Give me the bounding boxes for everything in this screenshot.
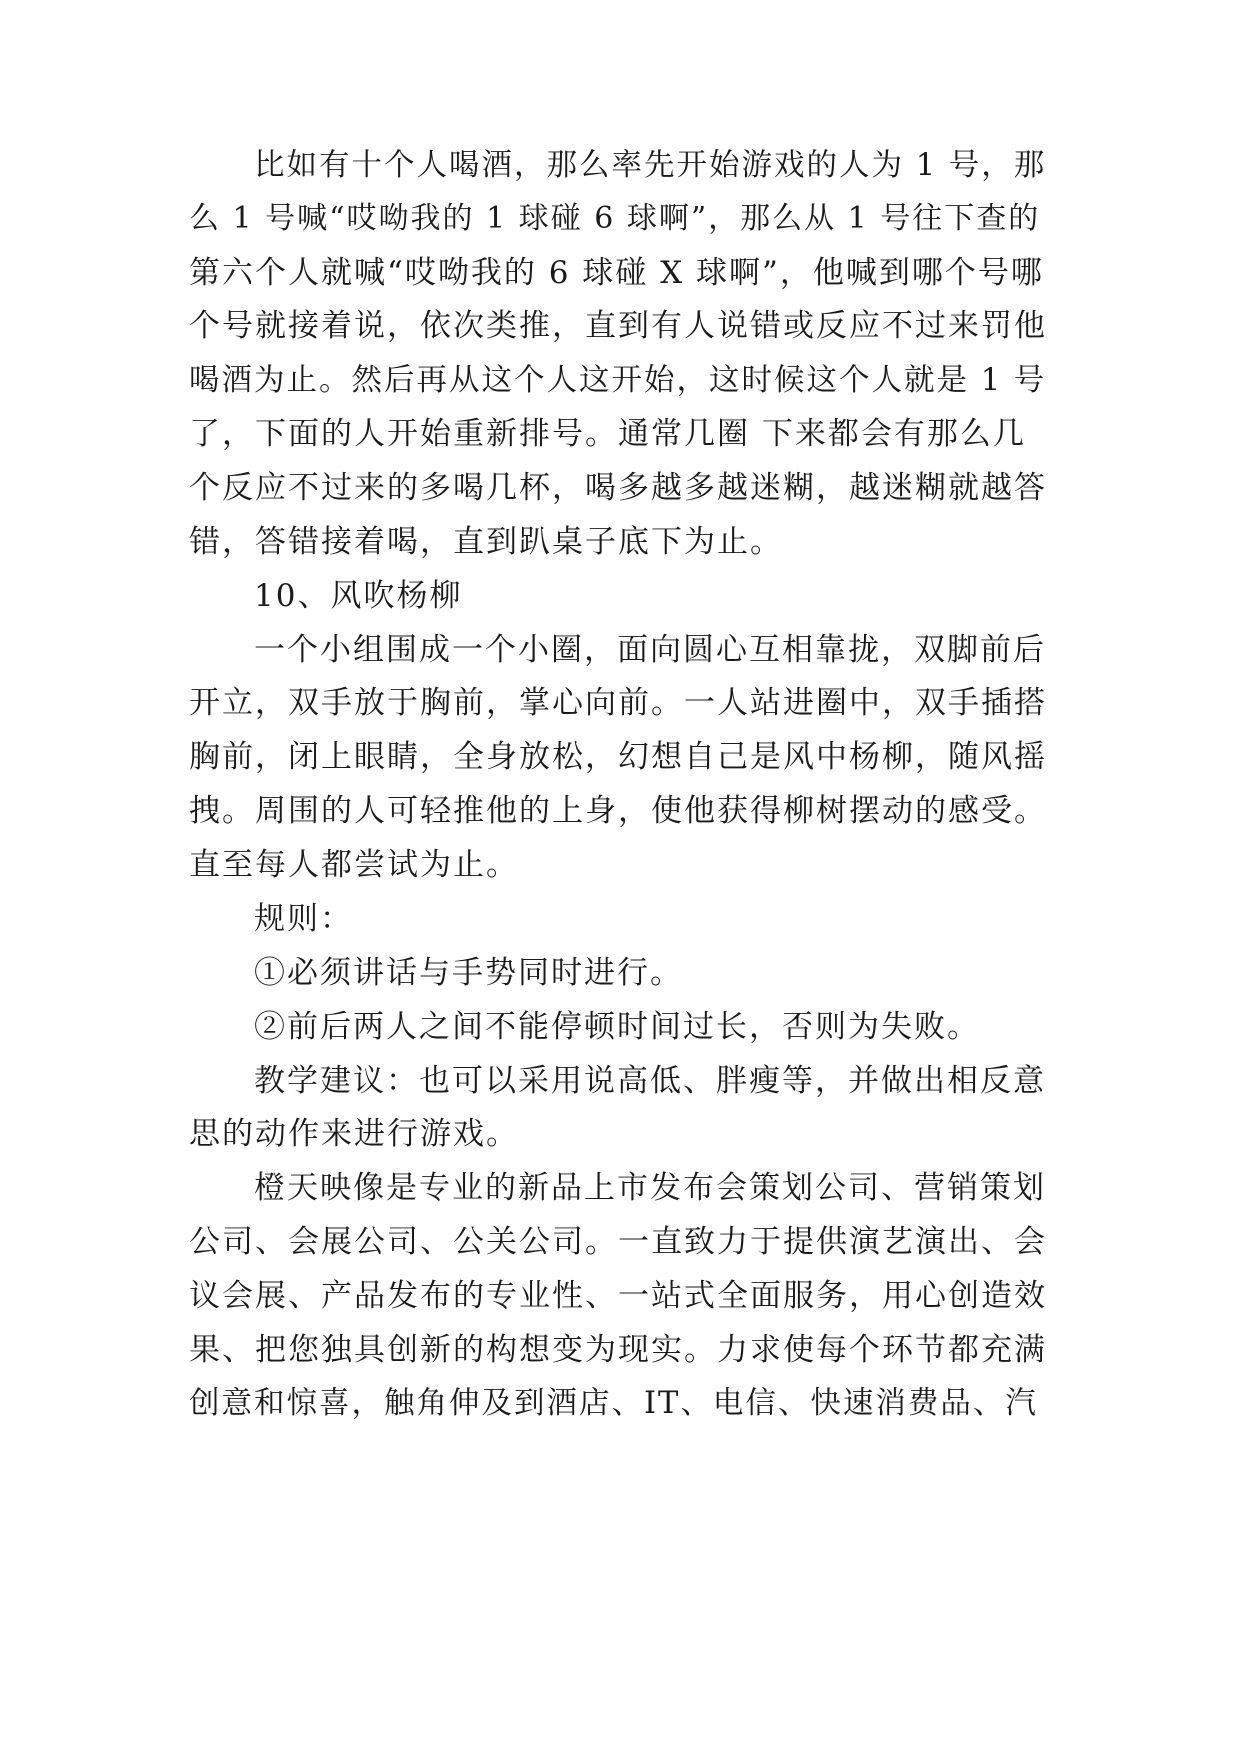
rule-item: ②前后两人之间不能停顿时间过长，否则为失败。 — [254, 1009, 980, 1045]
text-line: 第六个人就喊“哎呦我的 6 球碰 X 球啊”，他喊到哪个号哪 — [189, 255, 1044, 291]
text-line: 个反应不过来的多喝几杯，喝多越多越迷糊，越迷糊就越答 — [189, 470, 1047, 506]
text-line: 橙天映像是专业的新品上市发布会策划公司、营销策划 — [254, 1170, 1046, 1206]
text-line: 公司、会展公司、公关公司。一直致力于提供演艺演出、会 — [189, 1224, 1047, 1260]
text-line: 直至每人都尝试为止。 — [189, 847, 519, 883]
text-line: 拽。周围的人可轻推他的上身，使他获得柳树摆动的感受。 — [189, 793, 1047, 829]
text-line: 一个小组围成一个小圈，面向圆心互相靠拢，双脚前后 — [254, 632, 1046, 668]
text-line: 创意和惊喜，触角伸及到酒店、IT、电信、快速消费品、汽 — [189, 1386, 1038, 1421]
text-line: 么 1 号喊“哎呦我的 1 球碰 6 球啊”，那么从 1 号往下查的 — [189, 201, 1041, 236]
text-line: 教学建议：也可以采用说高低、胖瘦等，并做出相反意 — [254, 1063, 1046, 1099]
text-line: 果、把您独具创新的构想变为现实。力求使每个环节都充满 — [189, 1332, 1047, 1368]
text-line: 比如有十个人喝酒，那么率先开始游戏的人为 1 号，那 — [254, 148, 1047, 183]
text-line: 喝酒为止。然后再从这个人这开始，这时候这个人就是 1 号 — [189, 363, 1047, 398]
text-line: 开立，双手放于胸前，掌心向前。一人站进圈中，双手插搭 — [189, 685, 1047, 721]
text-line: 思的动作来进行游戏。 — [189, 1116, 519, 1152]
rules-heading: 规则： — [254, 901, 353, 937]
text-line: 议会展、产品发布的专业性、一站式全面服务，用心创造效 — [189, 1278, 1047, 1314]
text-line: 错，答错接着喝，直到趴桌子底下为止。 — [189, 524, 783, 560]
text-line: 个号就接着说，依次类推，直到有人说错或反应不过来罚他 — [189, 308, 1047, 344]
section-heading: 10、风吹杨柳 — [254, 578, 463, 614]
text-line: 了，下面的人开始重新排号。通常几圈 下来都会有那么几 — [189, 416, 1026, 452]
rule-item: ①必须讲话与手势同时进行。 — [254, 955, 683, 991]
text-line: 胸前，闭上眼睛，全身放松，幻想自己是风中杨柳，随风摇 — [189, 739, 1047, 775]
